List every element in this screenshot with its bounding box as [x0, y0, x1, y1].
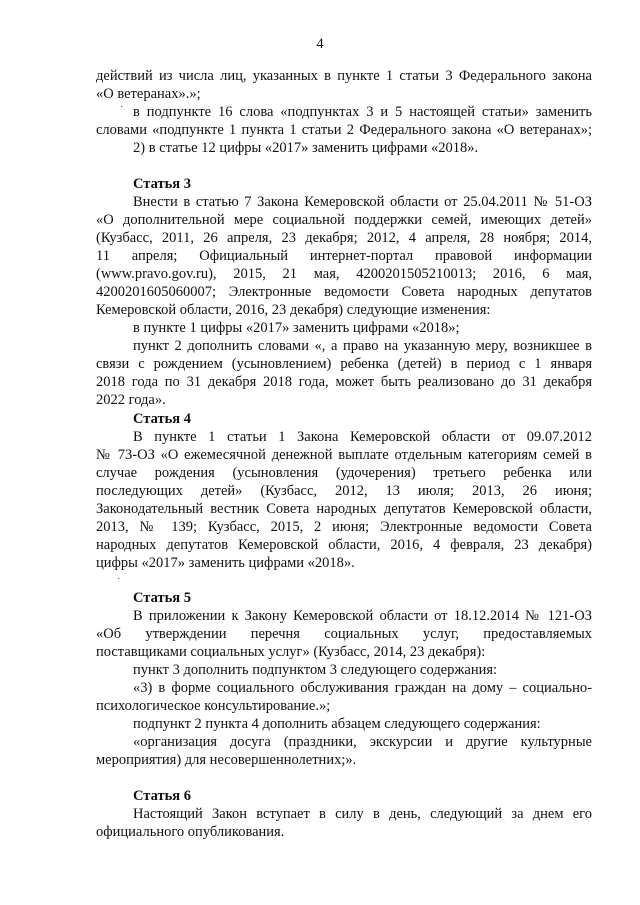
text-line: Кемеровской области, 2016, 23 декабря) следующие изменения: [96, 302, 491, 318]
text-line: психологическое консультирование.»; [96, 698, 331, 714]
text-line: официального опубликования. [96, 824, 285, 840]
text-line: (Кузбасс, 2011, 26 апреля, 23 декабря; 2012, 4 апреля, 28 ноября; 2014, [96, 230, 592, 246]
article-heading: Статья 5 [133, 590, 191, 606]
text-line: мероприятия) для несовершеннолетних;». [96, 752, 357, 768]
text-line: 2) в статье 12 цифры «2017» заменить цифрами «2018». [133, 140, 479, 156]
article-heading: Статья 3 [133, 176, 191, 192]
text-line: «организация досуга (праздники, экскурсии и другие культурные [133, 734, 592, 750]
text-line: народных депутатов Кемеровской области, 2016, 4 февраля, 23 декабря) [96, 537, 592, 553]
text-line: (www.pravo.gov.ru), 2015, 21 мая, 4200201505210013; 2016, 6 мая, [96, 266, 592, 282]
text-line: 4200201605060007; Электронные ведомости Совета народных депутатов [96, 284, 592, 300]
text-line: в пункте 1 цифры «2017» заменить цифрами «2018»; [133, 320, 460, 336]
text-line: В приложении к Закону Кемеровской области от 18.12.2014 № 121-ОЗ [133, 608, 592, 624]
text-line: связи с рождением (усыновлением) ребенка (детей) в период с 1 января [96, 356, 592, 372]
text-line: «О дополнительной мере социальной поддержки семей, имеющих детей» [96, 212, 592, 228]
text-line: поставщиками социальных услуг» (Кузбасс, 2014, 23 декабря): [96, 644, 486, 660]
text-line: пункт 3 дополнить подпунктом 3 следующего содержания: [133, 662, 498, 678]
text-line: цифры «2017» заменить цифрами «2018». [96, 555, 355, 571]
text-line: словами «подпункте 1 пункта 1 статьи 2 Федерального закона «О ветеранах»; [96, 122, 592, 138]
text-line: последующих детей» (Кузбасс, 2012, 13 июля; 2013, 26 июня; [96, 483, 592, 499]
text-line: «Об утверждении перечня социальных услуг, предоставляемых [96, 626, 592, 642]
article-heading: Статья 4 [133, 411, 191, 427]
text-line: Законодательный вестник Совета народных депутатов Кемеровской области, [96, 501, 592, 517]
article-heading: Статья 6 [133, 788, 191, 804]
scan-speck: · [117, 574, 121, 585]
text-line: случае рождения (усыновления (удочерения) третьего ребенка или [96, 465, 592, 481]
text-line: № 73-ОЗ «О ежемесячной денежной выплате отдельным категориям семей в [96, 447, 592, 463]
text-line: Настоящий Закон вступает в силу в день, следующий за днем его [133, 806, 592, 822]
text-line: 2018 года по 31 декабря 2018 года, может быть реализовано до 31 декабря [96, 374, 592, 390]
text-line: «О ветеранах».»; [96, 86, 201, 102]
text-line: Внести в статью 7 Закона Кемеровской области от 25.04.2011 № 51-ОЗ [133, 194, 592, 210]
text-line: 2013, № 139; Кузбасс, 2015, 2 июня; Электронные ведомости Совета [96, 519, 592, 535]
text-line: 2022 года». [96, 392, 166, 408]
text-line: В пункте 1 статьи 1 Закона Кемеровской области от 09.07.2012 [133, 429, 592, 445]
text-line: пункт 2 дополнить словами «, а право на указанную меру, возникшее в [133, 338, 592, 354]
text-line: в подпункте 16 слова «подпунктах 3 и 5 настоящей статьи» заменить [133, 104, 592, 120]
text-line: «3) в форме социального обслуживания граждан на дому – социально- [133, 680, 592, 696]
text-line: подпункт 2 пункта 4 дополнить абзацем следующего содержания: [133, 716, 541, 732]
page-number: 4 [316, 36, 324, 52]
text-line: 11 апреля; Официальный интернет-портал правовой информации [96, 248, 592, 264]
text-line: действий из числа лиц, указанных в пункте 1 статьи 3 Федерального закона [96, 68, 592, 84]
scan-speck: · [120, 102, 124, 113]
